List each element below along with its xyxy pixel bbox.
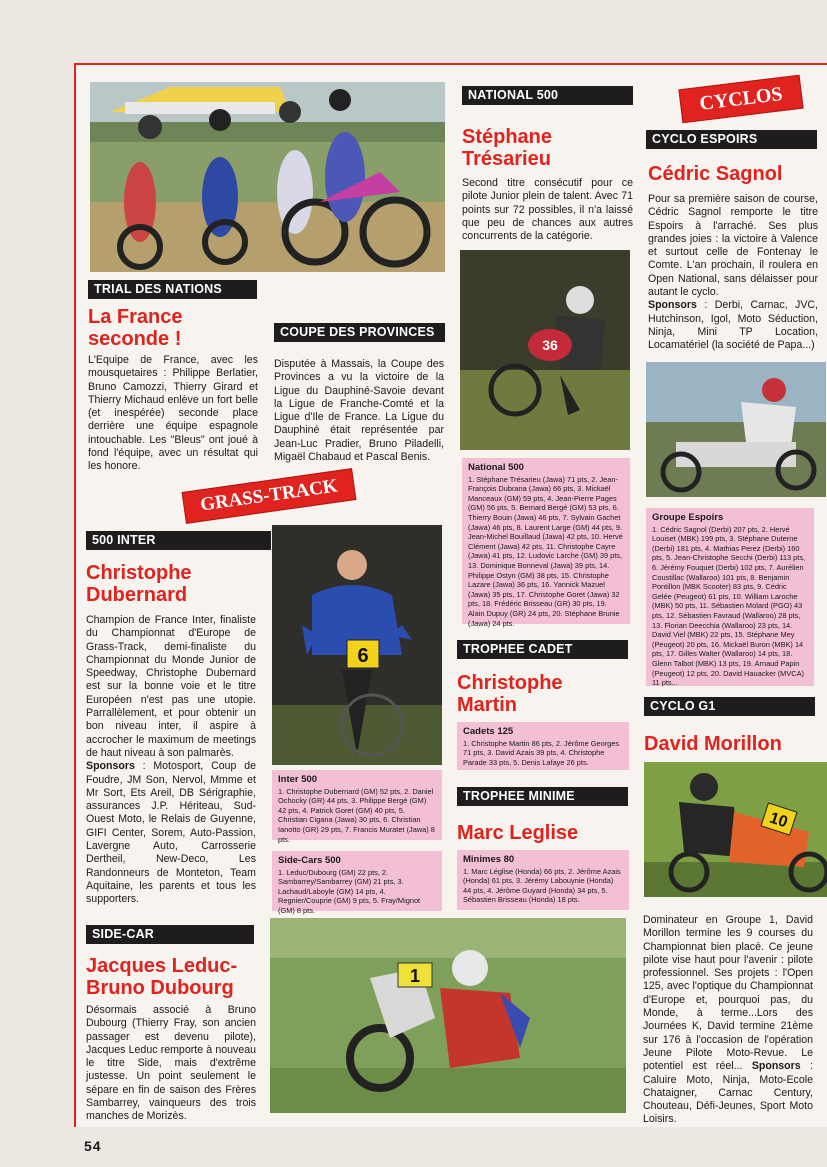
sidecars-results-box: [272, 851, 442, 915]
cadets-results-title: Cadets 125: [463, 726, 514, 737]
sidecar-body: Désormais associé à Bruno Dubourg (Thierry Fray, son ancien passager est devenu pilote), Jacques Leduc remporte à nouveau le titre Side, mais d'extrême justesse. Un point seulement le sépare en fin de saison des Frères Sambarrey, vainqueurs des trois manches de Morizès.: [86, 1004, 256, 1123]
dubernard-plate-number: 6: [357, 645, 369, 667]
groupe-espoirs-results: 1. Cédric Sagnol (Derbi) 207 pts, 2. Hervé Louiset (MBK) 199 pts, 3. Stéphane Duterne (Derbi) 181 pts, 4. Mathias Perez (Derbi) 160 pts, 5. Jean-Christophe Secchi (Derbi) 113 pts, 6. Jérémy Fouquet (Derbi) 102 pts, 7. Aurélien Coustillac (Wallaroo) 101 pts, 8. Benjamin Pontillon (MBK Scooter) 83 pts, 9. Cédric Gelée (Peugeot) 61 pts, 10. William Laroche (MBK) 50 pts, 11. Sébastien Molard (PGO) 43 pts, 12. Sébastien Favraud (Wallaroo) 28 pts, 13. Florian Deecchia (Wallaroo) 23 pts, 14. David Viel (MBK) 22 pts, 15. Stéphane Mey (Peugeot) 20 pts, 16. Mickaël Buron (MBK) 14 pts, 17. Gilles Walter (Wallaroo) 14 pts, 18. Glenn Talbot (MBK) 13 pts, 19. Arnaud Papin (Peugeot) 12 pts, 20. David Hauacker (MVCA) 11 pts...: [652, 524, 806, 688]
inter500-results: 1. Christophe Dubernard (GM) 52 pts, 2. Daniel Ochocky (GR) 44 pts, 3. Philippe Bergé (GM) 42 pts, 4. Patrick Goret (GM) 40 pts, 5. Christian Cigana (Jawa) 30 pts, 6. Christian Ianotto (GR) 29 pts, 7. Francis Muratet (Jawa) 8 pts.: [278, 786, 435, 844]
inter500-results-title: Inter 500: [278, 774, 318, 785]
section-trial-des-nations: TRIAL DES NATIONS: [88, 280, 257, 299]
section-national-500: NATIONAL 500: [462, 86, 633, 105]
cyclo-espoirs-sponsors-label: Sponsors: [648, 299, 697, 312]
cyclo-g1-body: [643, 914, 813, 1127]
cyclo-g1-sponsors: : Caluire Moto, Ninja, Moto-Ecole Chataigner, Carnac Century, Chouteau, Défi-Jeunes, Sport Moto Loisirs.: [643, 1060, 813, 1126]
trial-heading: La France seconde !: [88, 306, 183, 350]
groupe-espoirs-results-title: Groupe Espoirs: [652, 512, 724, 523]
national500-results: 1. Stéphane Trésarieu (Jawa) 71 pts, 2. Jean-François Dubrana (Jawa) 66 pts, 3. Mickaël Manceaux (GM) 59 pts, 4. Jean-Pierre Pages (GM) 56 pts, 5. Bernard Bergé (GM) 53 pts, 6. Thierry Bouin (Jawa) 46 pts, 7. Sylvain Gachet (Jawa) 46 pts, 8. Laurent Large (GM) 44 pts, 9. Jean-Michel Bouillaud (Jawa) 42 pts, 10. Hervé Clément (Jawa) 42 pts, 11. Christophe Cayre (Jawa) 41 pts, 12. Ludovic Larche (GM) 39 pts, 13. Dominique Bonneval (Jawa) 39 pts, 14. Philippe Ostyn (GM) 38 pts, 15. Christophe Lazare (Jawa) 36 pts, 16. Yannick Mazuel (Jawa) 35 pts, 17. Christophe Goret (Jawa) 32 pts, 18. Frédéric Brisseau (GR) 30 pts, 19. Alain Dupuy (GR) 24 pts, 20. Stéphane Brunie (Jawa) 24 pts.: [468, 474, 623, 628]
coupe-body: Disputée à Massais, la Coupe des Provinces a vu la victoire de la Ligue du Dauphiné-Savoie devant la Ligue de Franche-Comté et la Ligue d'Ile de France. La Ligue du Dauphiné était représentée par Jean-Luc Pradier, Bruno Piladelli, Migaël Chabaud et Pascal Benis.: [274, 358, 444, 464]
groupe-espoirs-results-box: [646, 508, 814, 686]
minimes-results-box: [457, 850, 629, 910]
section-500-inter: 500 INTER: [86, 531, 271, 550]
cadets-results-box: [457, 722, 629, 770]
trophee-cadet-heading: Christophe Martin: [457, 672, 563, 716]
sidecars-results-title: Side-Cars 500: [278, 855, 341, 866]
section-cyclo-espoirs: CYCLO ESPOIRS: [646, 130, 817, 149]
section-side-car: SIDE-CAR: [86, 925, 254, 944]
inter500-heading: Christophe Dubernard: [86, 562, 192, 606]
cyclos-stamp: CYCLOS: [678, 75, 803, 124]
inter500-results-box: [272, 770, 442, 844]
minimes-results-title: Minimes 80: [463, 854, 515, 865]
minimes-results: 1. Marc Léglise (Honda) 66 pts, 2. Jérôme Azais (Honda) 61 pts, 3. Jérémy Labouynie (Honda) 44 pts, 4. Jérôme Guyard (Honda) 34 pts, 5. Sébastien Brisseau (Honda) 18 pts.: [463, 866, 621, 905]
section-trophee-minime: TROPHEE MINIME: [457, 787, 628, 806]
morillon-plate-number: 10: [767, 809, 790, 832]
sidecar-photo: [270, 918, 626, 1113]
cyclo-espoirs-body-text: Pour sa première saison de course, Cédric Sagnol remporte le titre Espoirs à l'arraché. Ses plus grandes joies : la victoire à Valence et surtout celle de Fontenay le Comte. L'an prochain, il roulera en Open National, sans délaisser pour autant le cyclo.: [648, 193, 818, 299]
inter500-body-text: Champion de France Inter, finaliste du Championnat d'Europe de Grass-Track, demi-finaliste du Championnat du Monde Junior de Speedway, Christophe Dubernard est sur la bonne voie et le titre Européen n'est pas une utopie. Parrallèlement, et pour obtenir un bon niveau inter, il aspire à accrocher le maximum de meetings de haut niveau à son palmarès.: [86, 614, 256, 759]
national500-results-title: National 500: [468, 462, 524, 473]
cyclo-espoirs-heading: Cédric Sagnol: [648, 163, 783, 185]
inter500-sponsors-label: Sponsors: [86, 760, 135, 773]
trial-body: L'Equipe de France, avec les mousquetaires : Philippe Berlatier, Bruno Camozzi, Thierry Girard et Thierry Michaud enlève un fort belle (et inespérée) seconde place derrière une équipe espagnole intouchable. Les "Bleus" ont joué à fond l'équipe, avec un résultat qui les honore.: [88, 354, 258, 473]
sidecars-results: 1. Leduc/Dubourg (GM) 22 pts, 2. Sambarrey/Sambarrey (GM) 21 pts, 3. Lachaud/Laboyle (GM) 14 pts, 4. Regnier/Couprie (GM) 9 pts, 5. Fray/Mignot (GM) 8 pts.: [278, 867, 421, 915]
morillon-photo: [644, 762, 827, 897]
section-cyclo-g1: CYCLO G1: [644, 697, 815, 716]
dubernard-photo: [272, 525, 442, 765]
cadets-results: 1. Christophe Martin 86 pts, 2. Jérôme Georges 71 pts, 3. David Azais 39 pts, 4. Christophe Parade 33 pts, 5. Denis Lafaye 26 pts.: [463, 738, 620, 767]
cyclo-espoirs-body: [648, 193, 818, 353]
section-coupe-des-provinces: COUPE DES PROVINCES: [274, 323, 445, 342]
page-number: 54: [84, 1138, 102, 1154]
trophee-minime-heading: Marc Leglise: [457, 822, 579, 844]
national500-heading: Stéphane Trésarieu: [462, 126, 553, 170]
inter500-body: [86, 614, 256, 907]
sagnol-photo: [646, 362, 826, 497]
cyclo-g1-sponsors-label: Sponsors: [751, 1060, 801, 1073]
trial-team-photo: [90, 82, 445, 272]
tresarieu-photo: [460, 250, 630, 450]
cyclo-g1-heading: David Morillon: [644, 733, 782, 755]
grass-track-stamp: GRASS-TRACK: [182, 468, 357, 524]
speedway-bike-number: 36: [542, 337, 558, 353]
inter500-sponsors: : Motosport, Coup de Foudre, JM Son, Nervol, Mmme et Mr Sort, Ets Areil, DB Sérigraphie, assurances J.P. Hériteau, Sud-Ouest Moto, le Relais de Guyenne, GIFI Center, Sorem, Auto-Passion, Lavergne Auto, Carrosserie Dertheil, New-Deco, Les Randonneurs de Monteton, Team Aquitaine, les parents et tous les supporters.: [86, 760, 256, 906]
sidecar-plate-number: 1: [409, 966, 421, 986]
cyclo-g1-body-text: Dominateur en Groupe 1, David Morillon termine les 9 courses du Championnat bien placé. Ce jeune pilote vise haut pour l'avenir : pilote professionnel. Ses projets : l'Open 125, avec l'optique du Championnat d'Europe et, pourquoi pas, du Monde, à terme...Lors des Journées K, David termine 21ème sur 176 à l'occasion de l'opération Jeune Pilote Moto-Revue. Le potentiel est réel...: [643, 914, 813, 1073]
section-trophee-cadet: TROPHEE CADET: [457, 640, 628, 659]
cyclo-espoirs-sponsors: : Derbi, Carnac, JVC, Hutchinson, Igol, Moto Séduction, Ninja, Mini TP Location, Locamatériel (la société de Papa...): [648, 299, 818, 352]
national500-body: Second titre consécutif pour ce pilote Junior plein de talent. Avec 71 points sur 72 possibles, il n'a laissé que peu de chances aux autres concurrents de la catégorie.: [462, 177, 633, 243]
sidecar-heading: Jacques Leduc-Bruno Dubourg: [86, 955, 238, 999]
national500-results-box: [462, 458, 630, 628]
